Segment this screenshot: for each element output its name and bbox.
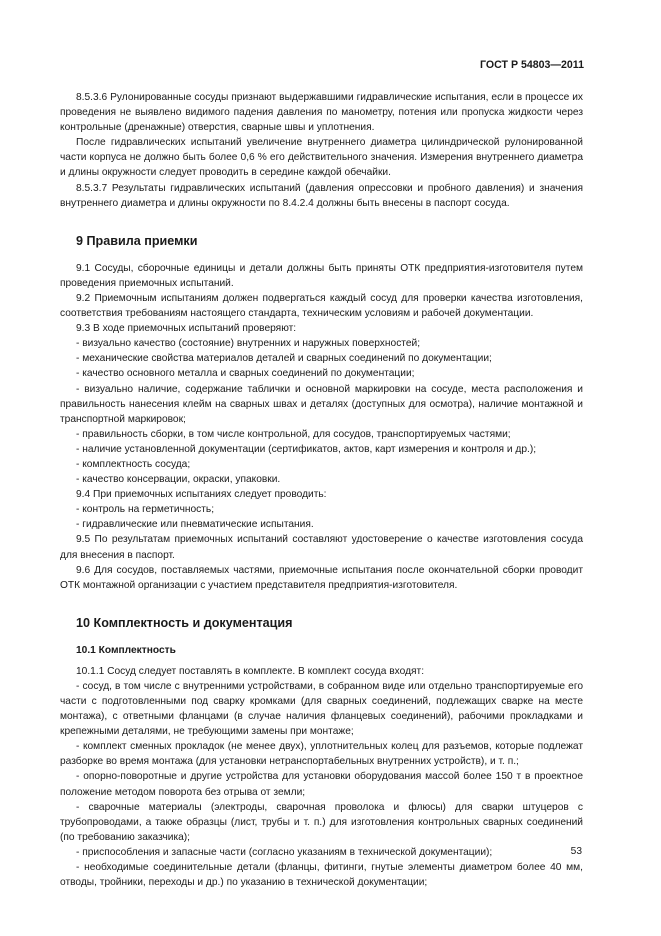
list-item: - приспособления и запасные части (согласно указаниям в технической документации);: [76, 846, 493, 858]
page-number: 53: [570, 846, 582, 857]
paragraph: После гидравлических испытаний увеличение внутреннего диаметра цилиндрической рулонированной части корпуса не должно быть более 0,6 % его действительного значения. Измерения внутреннего диаметра и длины окружности следует проводить в середине каждой обечайки.: [60, 137, 583, 179]
section-10-heading: 10 Комплектность и документация: [76, 615, 293, 630]
paragraph: 9.4 При приемочных испытаниях следует проводить:: [76, 489, 327, 501]
list-item: - опорно-поворотные и другие устройства для установки оборудования массой более 150 т в проектное положение методом поворота без отрыва от земли;: [60, 771, 583, 798]
list-item: - контроль на герметичность;: [76, 504, 215, 516]
list-item: - качество основного металла и сварных соединений по документации;: [76, 368, 415, 380]
paragraph: 9.2 Приемочным испытаниям должен подвергаться каждый сосуд для проверки качества изготовления, соответствия требованиям настоящего стандарта, техническим условиям и рабочей документации.: [60, 292, 583, 320]
paragraph: 8.5.3.7 Результаты гидравлических испытаний (давления опрессовки и пробного давления) и значения внутреннего диаметра и длины окружности по 8.4.2.4 должны быть внесены в паспорт сосуда.: [60, 182, 583, 209]
paragraph: 9.1 Сосуды, сборочные единицы и детали должны быть приняты ОТК предприятия-изготовителя путем проведения приемочных испытаний.: [60, 262, 583, 289]
list-item: - необходимые соединительные детали (фланцы, фитинги, гнутые элементы диаметром более 40 мм, отводы, тройники, переходы и др.) по указанию в технической документации;: [60, 862, 583, 889]
paragraph: 9.3 В ходе приемочных испытаний проверяют:: [76, 323, 297, 335]
subsection-heading: 10.1 Комплектность: [76, 644, 176, 656]
list-item: - гидравлические или пневматические испытания.: [76, 519, 314, 531]
list-item: - комплект сменных прокладок (не менее двух), уплотнительных колец для разъемов, которые подлежат разборке во время монтажа (для установки нетранспортабельных внутренних устройств), и т. п.;: [60, 741, 583, 768]
paragraph: 10.1.1 Сосуд следует поставлять в комплекте. В комплект сосуда входят:: [76, 665, 425, 677]
standard-number: ГОСТ Р 54803—2011: [480, 59, 584, 71]
list-item: - правильность сборки, в том числе контрольной, для сосудов, транспортируемых частями;: [76, 428, 511, 440]
paragraph: 9.5 По результатам приемочных испытаний составляют удостоверение о качестве изготовления сосуда для внесения в паспорт.: [60, 534, 583, 561]
page-content: [60, 90, 583, 890]
list-item: - наличие установленной документации (сертификатов, актов, карт измерения и контроля и др.);: [76, 443, 537, 455]
list-item: - сосуд, в том числе с внутренними устройствами, в собранном виде или отдельно транспортируемые его части с подготовленными под сварку кромками (для сварных соединений, подлежащих сварке на месте монтажа), с ответными фланцами (в случае наличия фланцевых соединений), рабочими прокладками и крепежными деталями, не требующими замены при монтаже;: [60, 680, 583, 738]
list-item: - механические свойства материалов деталей и сварных соединений по документации;: [76, 353, 492, 365]
list-item: - качество консервации, окраски, упаковки.: [76, 474, 281, 486]
section-9-heading: 9 Правила приемки: [76, 233, 198, 248]
paragraph: 8.5.3.6 Рулонированные сосуды признают выдержавшими гидравлические испытания, если в процессе их проведения не выявлено видимого падения давления по манометру, потения или пропуска жидкости через контрольные (дренажные) отверстия, сварные швы и уплотнения.: [60, 92, 583, 134]
list-item: - комплектность сосуда;: [76, 458, 191, 470]
paragraph: 9.6 Для сосудов, поставляемых частями, приемочные испытания после окончательной сборки проводит ОТК монтажной организации с участием представителя предприятия-изготовителя.: [60, 564, 583, 591]
list-item: - сварочные материалы (электроды, сварочная проволока и флюсы) для сварки штуцеров с трубопроводами, а также образцы (лист, трубы и т. п.) для изготовления контрольных сварных соединений (по требованию заказчика);: [60, 801, 583, 843]
list-item: - визуально наличие, содержание таблички и основной маркировки на сосуде, места расположения и правильность нанесения клейм на сварных швах и деталях (доступных для осмотра), наличие монтажной и транспортной маркировок;: [60, 383, 583, 425]
list-item: - визуально качество (состояние) внутренних и наружных поверхностей;: [76, 338, 421, 350]
